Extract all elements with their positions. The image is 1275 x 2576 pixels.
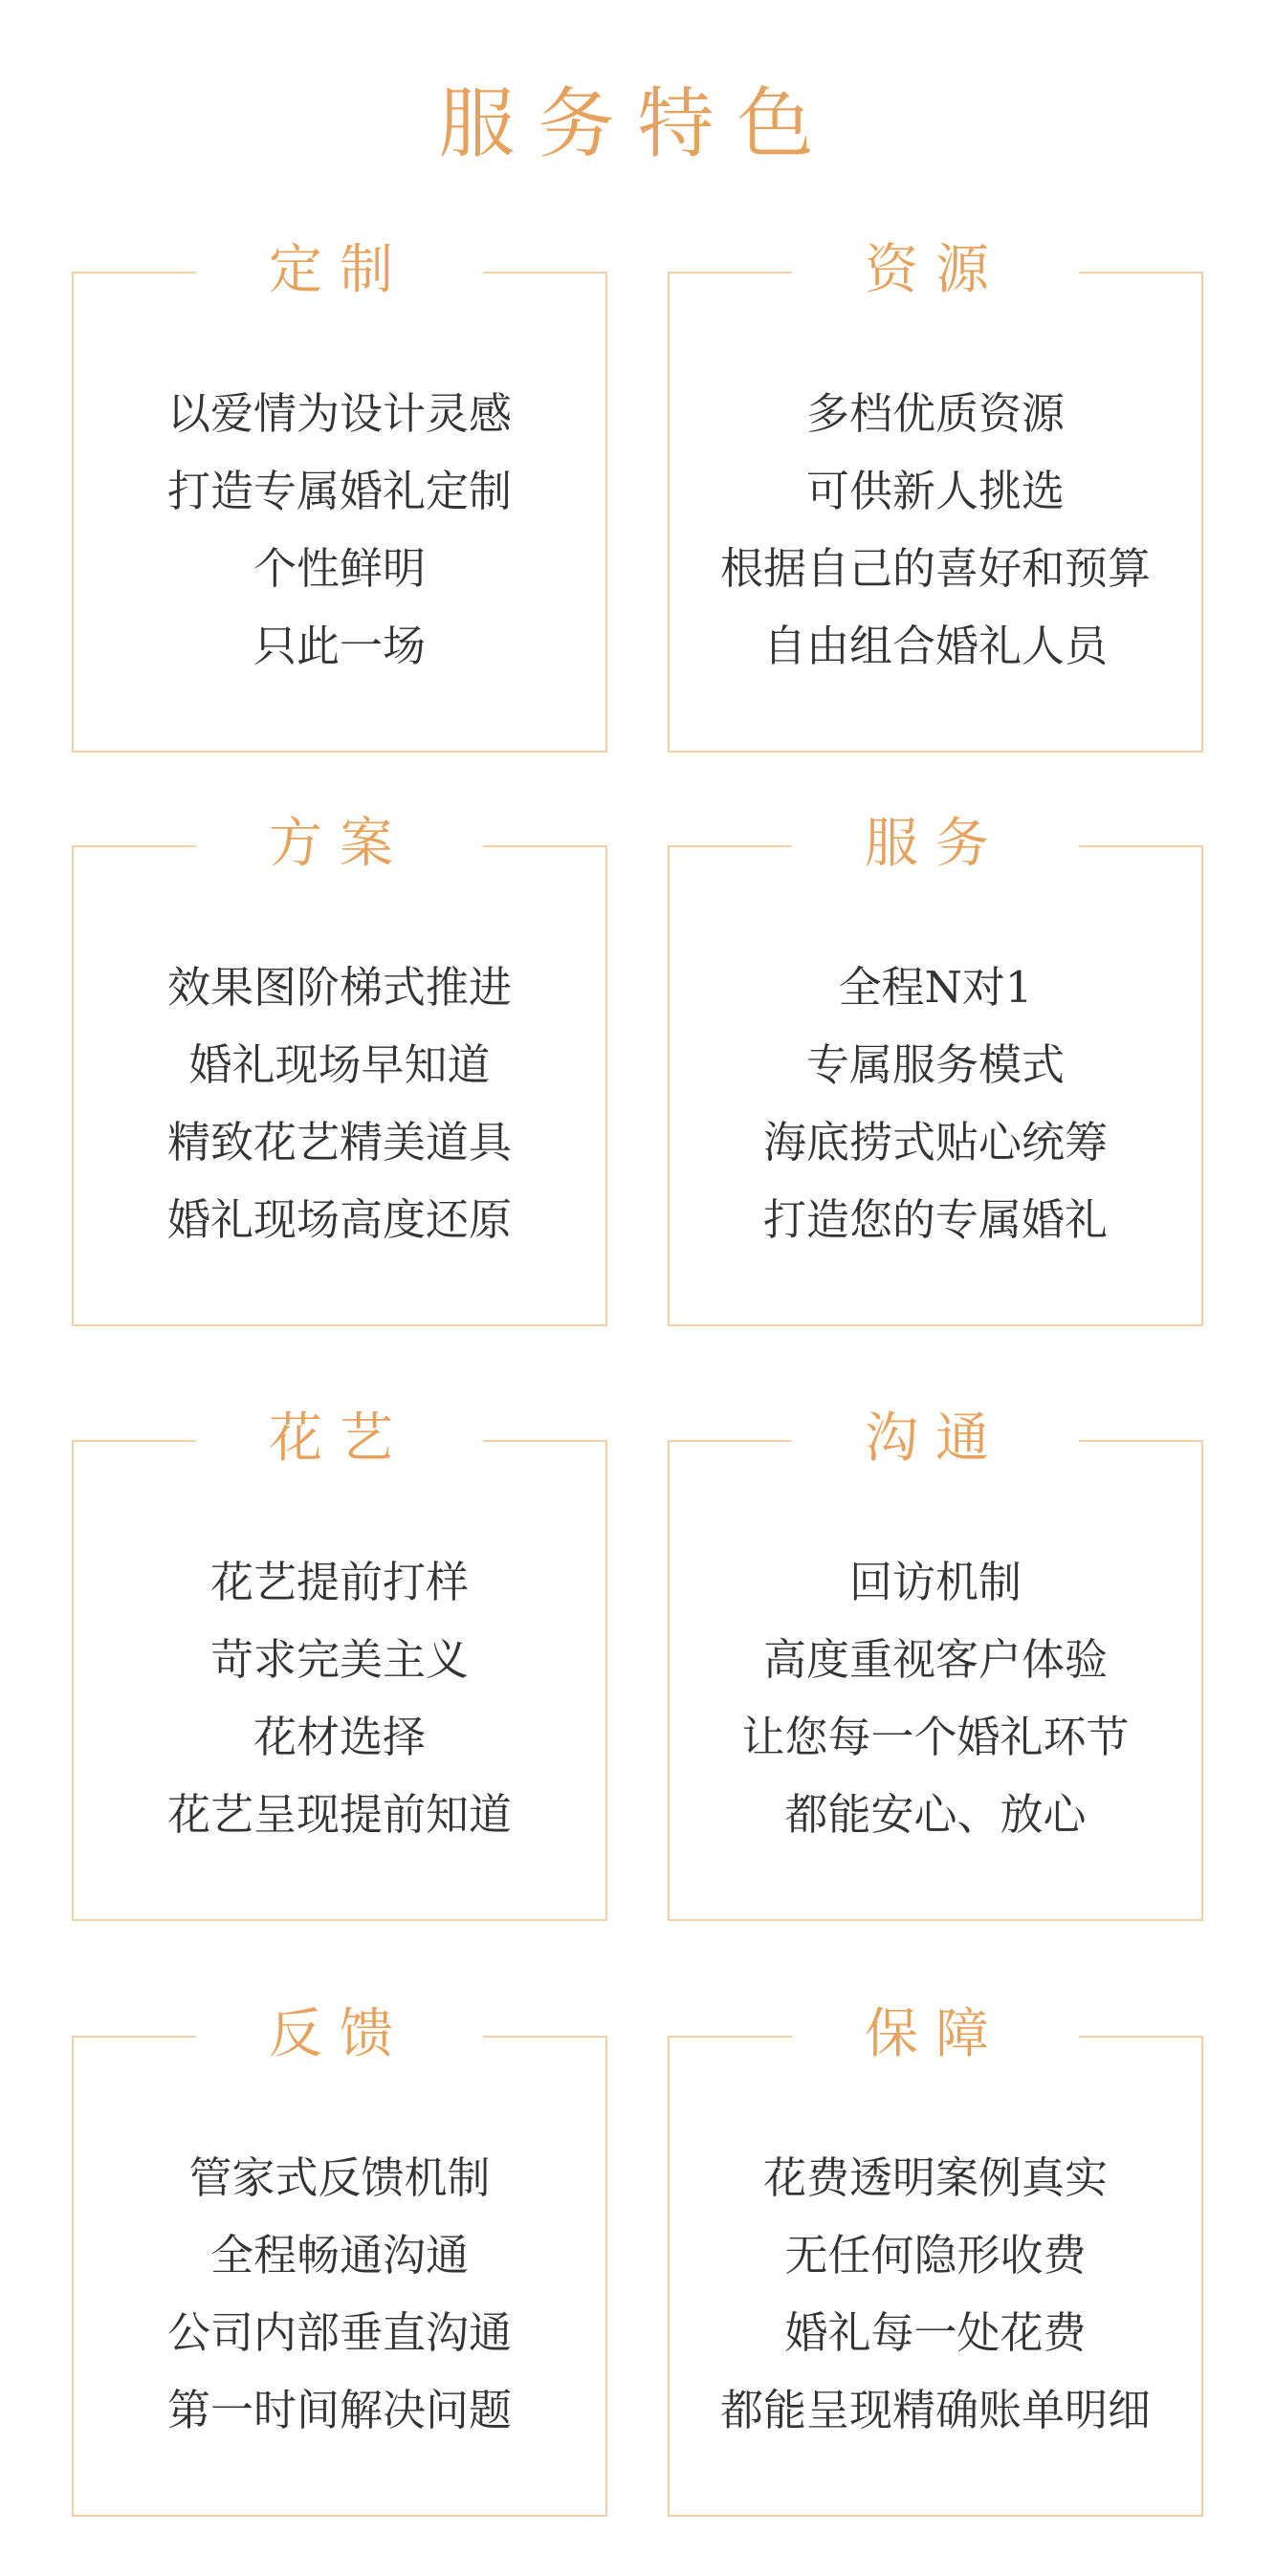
feature-card-feedback [72, 2003, 607, 2517]
card-title: 保障 [865, 2003, 1006, 2065]
card-text-line: 个性鲜明 [253, 543, 426, 594]
feature-card-guarantee [668, 2003, 1203, 2517]
feature-card-communication [668, 1408, 1203, 1921]
card-text-line: 效果图阶梯式推进 [166, 962, 512, 1013]
card-text-line: 让您每一个婚礼环节 [741, 1712, 1130, 1762]
card-text-line: 精致花艺精美道具 [166, 1117, 512, 1168]
card-title: 花艺 [269, 1408, 410, 1470]
card-text-line: 第一时间解决问题 [166, 2385, 512, 2435]
card-text-line: 公司内部垂直沟通 [166, 2307, 512, 2358]
card-text-line: 只此一场 [253, 621, 426, 671]
card-text-line: 可供新人挑选 [805, 466, 1065, 516]
card-text-line: 花艺呈现提前知道 [166, 1789, 512, 1840]
card-title: 沟通 [865, 1408, 1006, 1470]
card-text-line: 婚礼现场早知道 [188, 1039, 491, 1090]
card-title: 资源 [865, 239, 1006, 301]
card-text-line: 自由组合婚礼人员 [762, 621, 1108, 671]
card-text-list [670, 375, 1201, 685]
card-text-line: 婚礼每一处花费 [784, 2307, 1087, 2358]
card-text-line: 管家式反馈机制 [188, 2152, 491, 2203]
card-text-line: 全程N对1 [838, 962, 1033, 1013]
card-text-line: 都能安心、放心 [784, 1789, 1087, 1840]
card-text-line: 回访机制 [848, 1557, 1022, 1607]
card-text-line: 打造专属婚礼定制 [166, 466, 512, 516]
card-text-line: 海底捞式贴心统筹 [762, 1117, 1108, 1168]
card-text-line: 多档优质资源 [805, 388, 1065, 439]
card-text-line: 专属服务模式 [805, 1039, 1065, 1090]
card-text-line: 苛求完美主义 [209, 1634, 469, 1685]
page-title: 服务特色 [438, 79, 837, 168]
feature-card-plan [72, 813, 607, 1326]
card-text-line: 高度重视客户体验 [762, 1634, 1108, 1685]
card-title: 方案 [269, 813, 410, 875]
card-text-line: 以爱情为设计灵感 [166, 388, 512, 439]
card-text-line: 全程畅通沟通 [209, 2230, 469, 2281]
card-text-list [670, 2139, 1201, 2449]
card-text-list [670, 949, 1201, 1258]
feature-card-resources [668, 239, 1203, 753]
card-text-line: 无任何隐形收费 [784, 2230, 1087, 2281]
card-text-list [74, 949, 605, 1258]
card-text-line: 婚礼现场高度还原 [166, 1194, 512, 1245]
feature-card-service [668, 813, 1203, 1326]
card-text-line: 根据自己的喜好和预算 [719, 543, 1151, 594]
card-title: 定制 [269, 239, 410, 301]
card-text-list [74, 1543, 605, 1853]
card-text-list [670, 1543, 1201, 1853]
card-text-line: 打造您的专属婚礼 [762, 1194, 1108, 1245]
card-text-list [74, 375, 605, 685]
feature-card-customization [72, 239, 607, 753]
card-text-line: 都能呈现精确账单明细 [719, 2385, 1151, 2435]
card-text-list [74, 2139, 605, 2449]
feature-card-floral [72, 1408, 607, 1921]
card-text-line: 花艺提前打样 [209, 1557, 469, 1607]
card-title: 服务 [865, 813, 1006, 875]
card-title: 反馈 [269, 2003, 410, 2065]
card-text-line: 花费透明案例真实 [762, 2152, 1108, 2203]
card-text-line: 花材选择 [253, 1712, 426, 1762]
